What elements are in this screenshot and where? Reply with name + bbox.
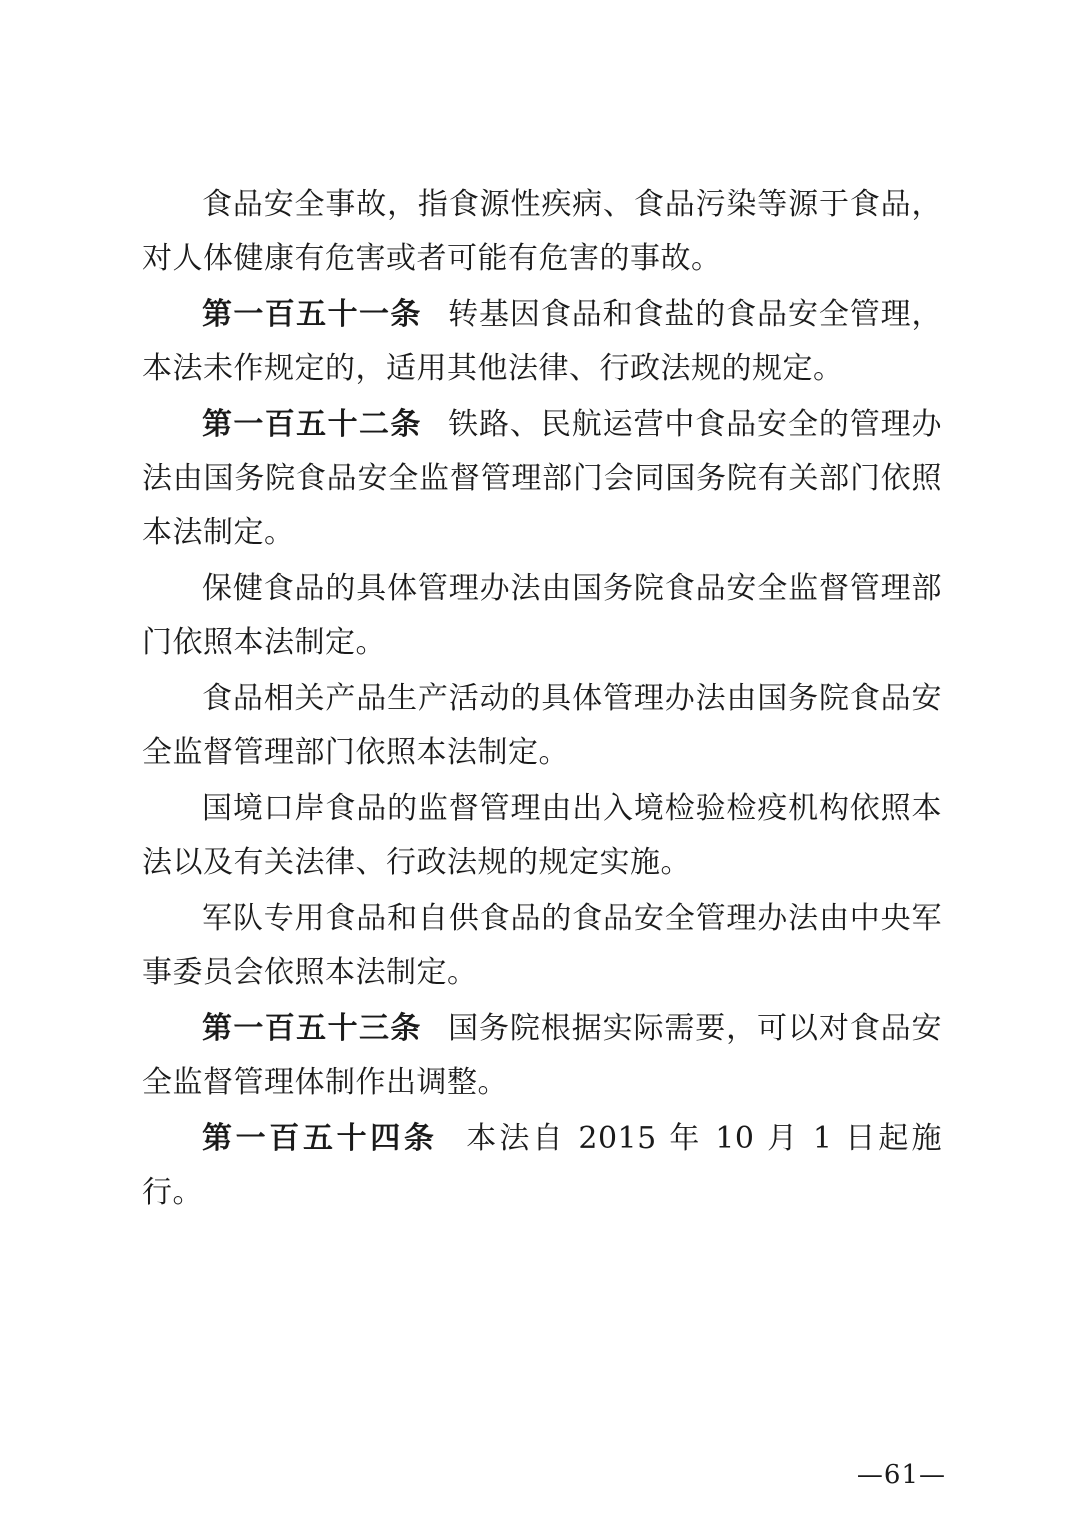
page-number: —61— — [856, 1460, 946, 1490]
paragraph — [142, 178, 942, 286]
article-number: 第一百五十一条 — [202, 297, 422, 332]
paragraph-text: 军队专用食品和自供食品的食品安全管理办法由中央军事委员会依照本法制定。 — [142, 901, 942, 990]
paragraph-text: 保健食品的具体管理办法由国务院食品安全监督管理部门依照本法制定。 — [142, 571, 942, 660]
paragraph — [142, 1112, 942, 1220]
paragraph-text: 本法自 2015 年 10 月 1 日起施行。 — [142, 1121, 943, 1210]
paragraph — [142, 1002, 942, 1110]
paragraph — [142, 672, 942, 780]
paragraph — [142, 288, 942, 396]
article-number: 第一百五十三条 — [202, 1011, 422, 1046]
document-body — [142, 178, 942, 1222]
paragraph — [142, 398, 942, 560]
paragraph-text: 食品相关产品生产活动的具体管理办法由国务院食品安全监督管理部门依照本法制定。 — [142, 681, 942, 770]
paragraph-text: 食品安全事故，指食源性疾病、食品污染等源于食品，对人体健康有危害或者可能有危害的事故。 — [142, 187, 942, 276]
paragraph — [142, 782, 942, 890]
article-number: 第一百五十二条 — [202, 407, 422, 442]
paragraph — [142, 892, 942, 1000]
paragraph-text: 国务院根据实际需要，可以对食品安全监督管理体制作出调整。 — [142, 1011, 943, 1100]
paragraph-text: 铁路、民航运营中食品安全的管理办法由国务院食品安全监督管理部门会同国务院有关部门依照本法制定。 — [142, 407, 943, 550]
paragraph — [142, 562, 942, 670]
paragraph-text: 国境口岸食品的监督管理由出入境检验检疫机构依照本法以及有关法律、行政法规的规定实施。 — [142, 791, 942, 880]
article-number: 第一百五十四条 — [202, 1121, 438, 1156]
paragraph-text: 转基因食品和食盐的食品安全管理，本法未作规定的，适用其他法律、行政法规的规定。 — [142, 297, 943, 386]
